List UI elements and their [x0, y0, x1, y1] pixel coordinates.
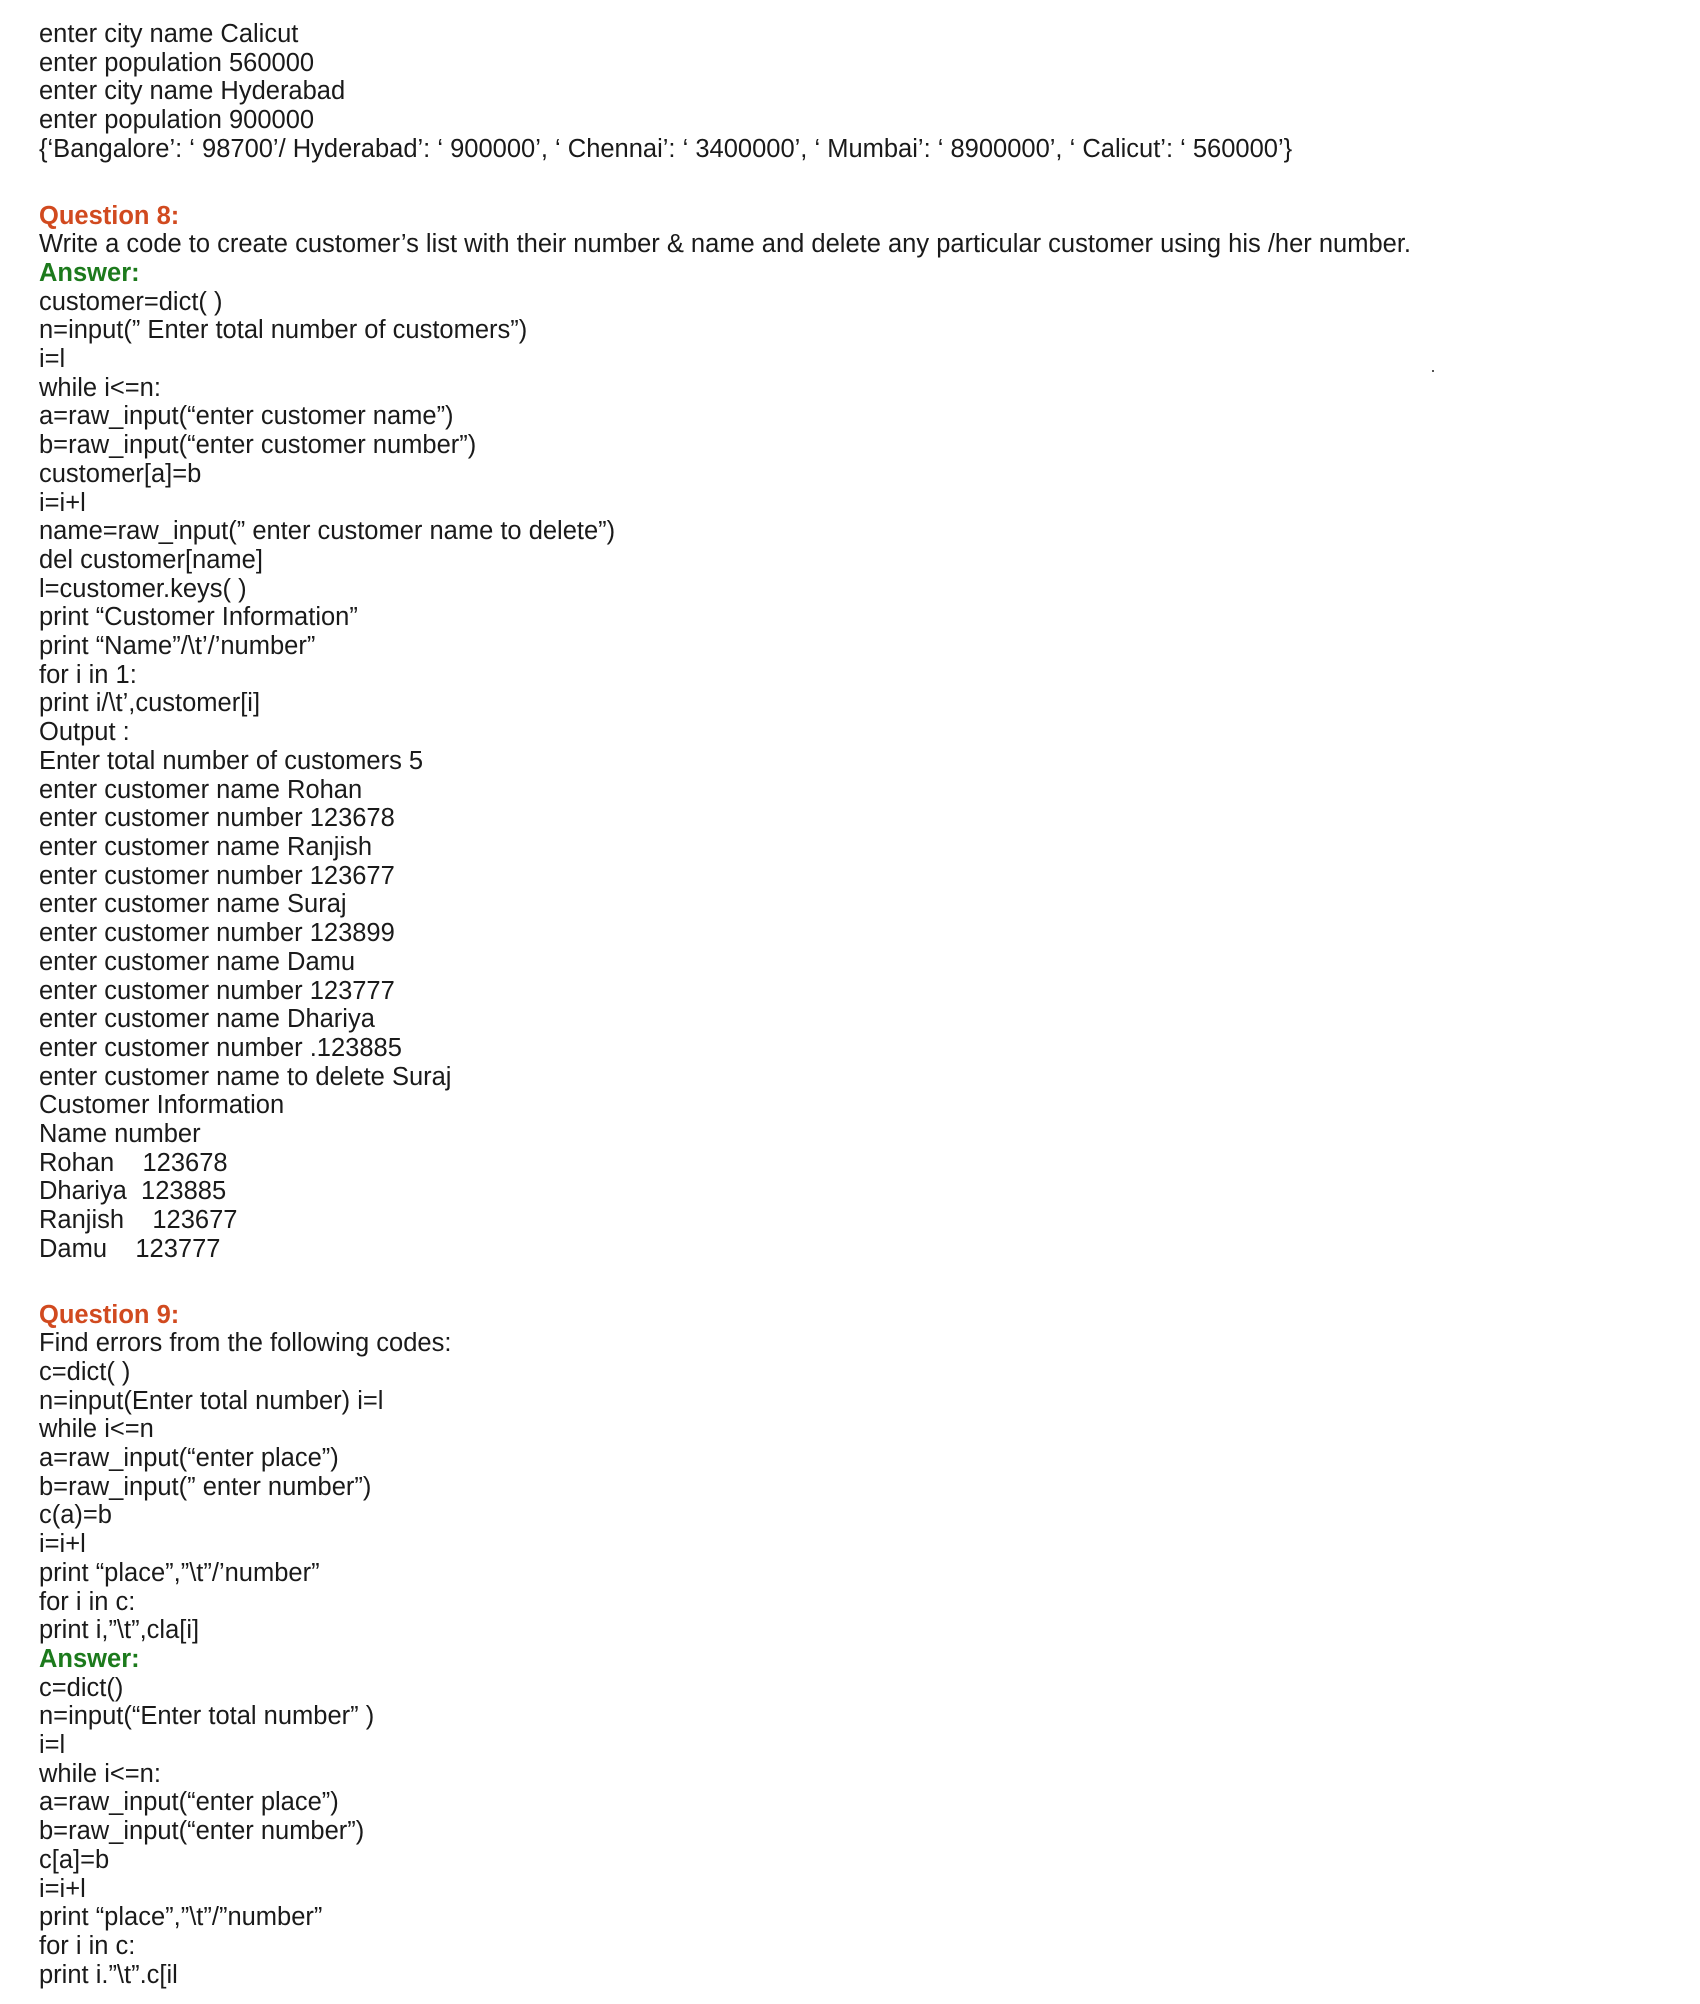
code-line: a=raw_input(“enter place”) [39, 1444, 339, 1473]
code-line: l=customer.keys( ) [39, 574, 247, 603]
code-line: while i<=n [39, 1415, 154, 1444]
question-8-output-block [39, 747, 1599, 1264]
code-line: print i.”\t”.c[il [39, 1960, 178, 1989]
question-9-section [39, 1301, 1599, 1990]
code-line: for i in c: [39, 1932, 136, 1960]
code-line: b=raw_input(“enter customer number”) [39, 431, 477, 460]
q7-output-line: enter population 560000 [39, 48, 315, 77]
q7-output-line: enter city name Hyderabad [39, 77, 346, 106]
code-line: print “place”,”\t”/”number” [39, 1903, 323, 1932]
question-9-answer-label: Answer: [39, 1644, 140, 1673]
output-line: enter customer number 123677 [39, 861, 395, 890]
code-line: print “Name”/\t’/’number” [39, 632, 316, 661]
code-line: while i<=n: [39, 373, 161, 402]
section-gap [39, 164, 1599, 202]
question-8-answer-label: Answer: [39, 258, 140, 287]
output-line: Name number [39, 1120, 201, 1149]
code-line: i=l [39, 345, 66, 374]
code-line: print i/\t’,customer[i] [39, 689, 261, 718]
code-line: b=raw_input(“enter number”) [39, 1817, 365, 1846]
code-line: print “Customer Information” [39, 603, 358, 632]
code-line: b=raw_input(” enter number”) [39, 1472, 372, 1501]
code-line: c=dict() [39, 1673, 124, 1702]
output-line: enter customer name Dhariya [39, 1005, 375, 1034]
output-line: Enter total number of customers 5 [39, 746, 424, 775]
code-line: while i<=n: [39, 1759, 161, 1788]
code-line: for i in 1: [39, 660, 137, 689]
code-line: a=raw_input(“enter customer name”) [39, 402, 454, 431]
code-line: i=i+l [39, 1530, 86, 1559]
code-line: i=l [39, 1731, 66, 1760]
code-line: c=dict( ) [39, 1357, 131, 1386]
output-line: Customer Information [39, 1091, 285, 1120]
code-line: c[a]=b [39, 1845, 110, 1874]
question-9-answer-code-block [39, 1674, 1599, 1990]
output-line: enter customer number .123885 [39, 1033, 402, 1062]
output-line: enter customer number 123777 [39, 976, 395, 1005]
output-line: enter customer name Suraj [39, 890, 347, 919]
question-8-section [39, 202, 1599, 1264]
output-line: enter customer number 123899 [39, 919, 395, 948]
q7-output-block [39, 20, 1599, 164]
code-line: n=input(Enter total number) i=l [39, 1386, 384, 1415]
section-gap [39, 1264, 1599, 1301]
code-line: customer[a]=b [39, 459, 202, 488]
document-content [39, 20, 1599, 1989]
code-line: i=i+l [39, 1874, 86, 1903]
output-line: Rohan 123678 [39, 1148, 228, 1177]
code-line: del customer[name] [39, 545, 263, 574]
question-9-prompt: Find errors from the following codes: [39, 1329, 452, 1358]
output-line: enter customer name Rohan [39, 775, 363, 804]
output-line: Dhariya 123885 [39, 1177, 227, 1206]
code-line: print i,”\t”,cla[i] [39, 1616, 200, 1645]
question-8-code-block [39, 288, 1599, 719]
q7-output-line: enter city name Calicut [39, 20, 299, 48]
output-line: Ranjish 123677 [39, 1206, 238, 1235]
code-line: name=raw_input(” enter customer name to delete”) [39, 517, 616, 546]
code-line: print “place”,”\t”/’number” [39, 1558, 320, 1587]
code-line: a=raw_input(“enter place”) [39, 1788, 339, 1817]
code-line: n=input(” Enter total number of customers”) [39, 316, 528, 345]
code-line: for i in c: [39, 1587, 136, 1616]
question-9-code-block [39, 1358, 1599, 1645]
code-line: i=i+l [39, 488, 86, 517]
question-8-output-label: Output : [39, 718, 130, 747]
q7-output-dict-line: {‘Bangalore’: ‘ 98700’/ Hyderabad’: ‘ 900000’, ‘ Chennai’: ‘ 3400000’, ‘ Mumbai’: ‘ 8900000’, ‘ Calicut’: ‘ 560000’} [39, 134, 1293, 163]
code-line: n=input(“Enter total number” ) [39, 1702, 375, 1731]
question-8-heading: Question 8: [39, 201, 180, 230]
output-line: enter customer number 123678 [39, 804, 395, 833]
code-line: c(a)=b [39, 1501, 112, 1530]
output-line: enter customer name to delete Suraj [39, 1062, 452, 1091]
q7-output-line: enter population 900000 [39, 106, 315, 135]
output-line: Damu 123777 [39, 1234, 221, 1263]
output-line: enter customer name Ranjish [39, 832, 373, 861]
question-9-heading: Question 9: [39, 1300, 180, 1329]
question-8-prompt: Write a code to create customer’s list with their number & name and delete any particular customer using his /her number. [39, 230, 1411, 259]
code-line: customer=dict( ) [39, 287, 223, 316]
output-line: enter customer name Damu [39, 947, 356, 976]
